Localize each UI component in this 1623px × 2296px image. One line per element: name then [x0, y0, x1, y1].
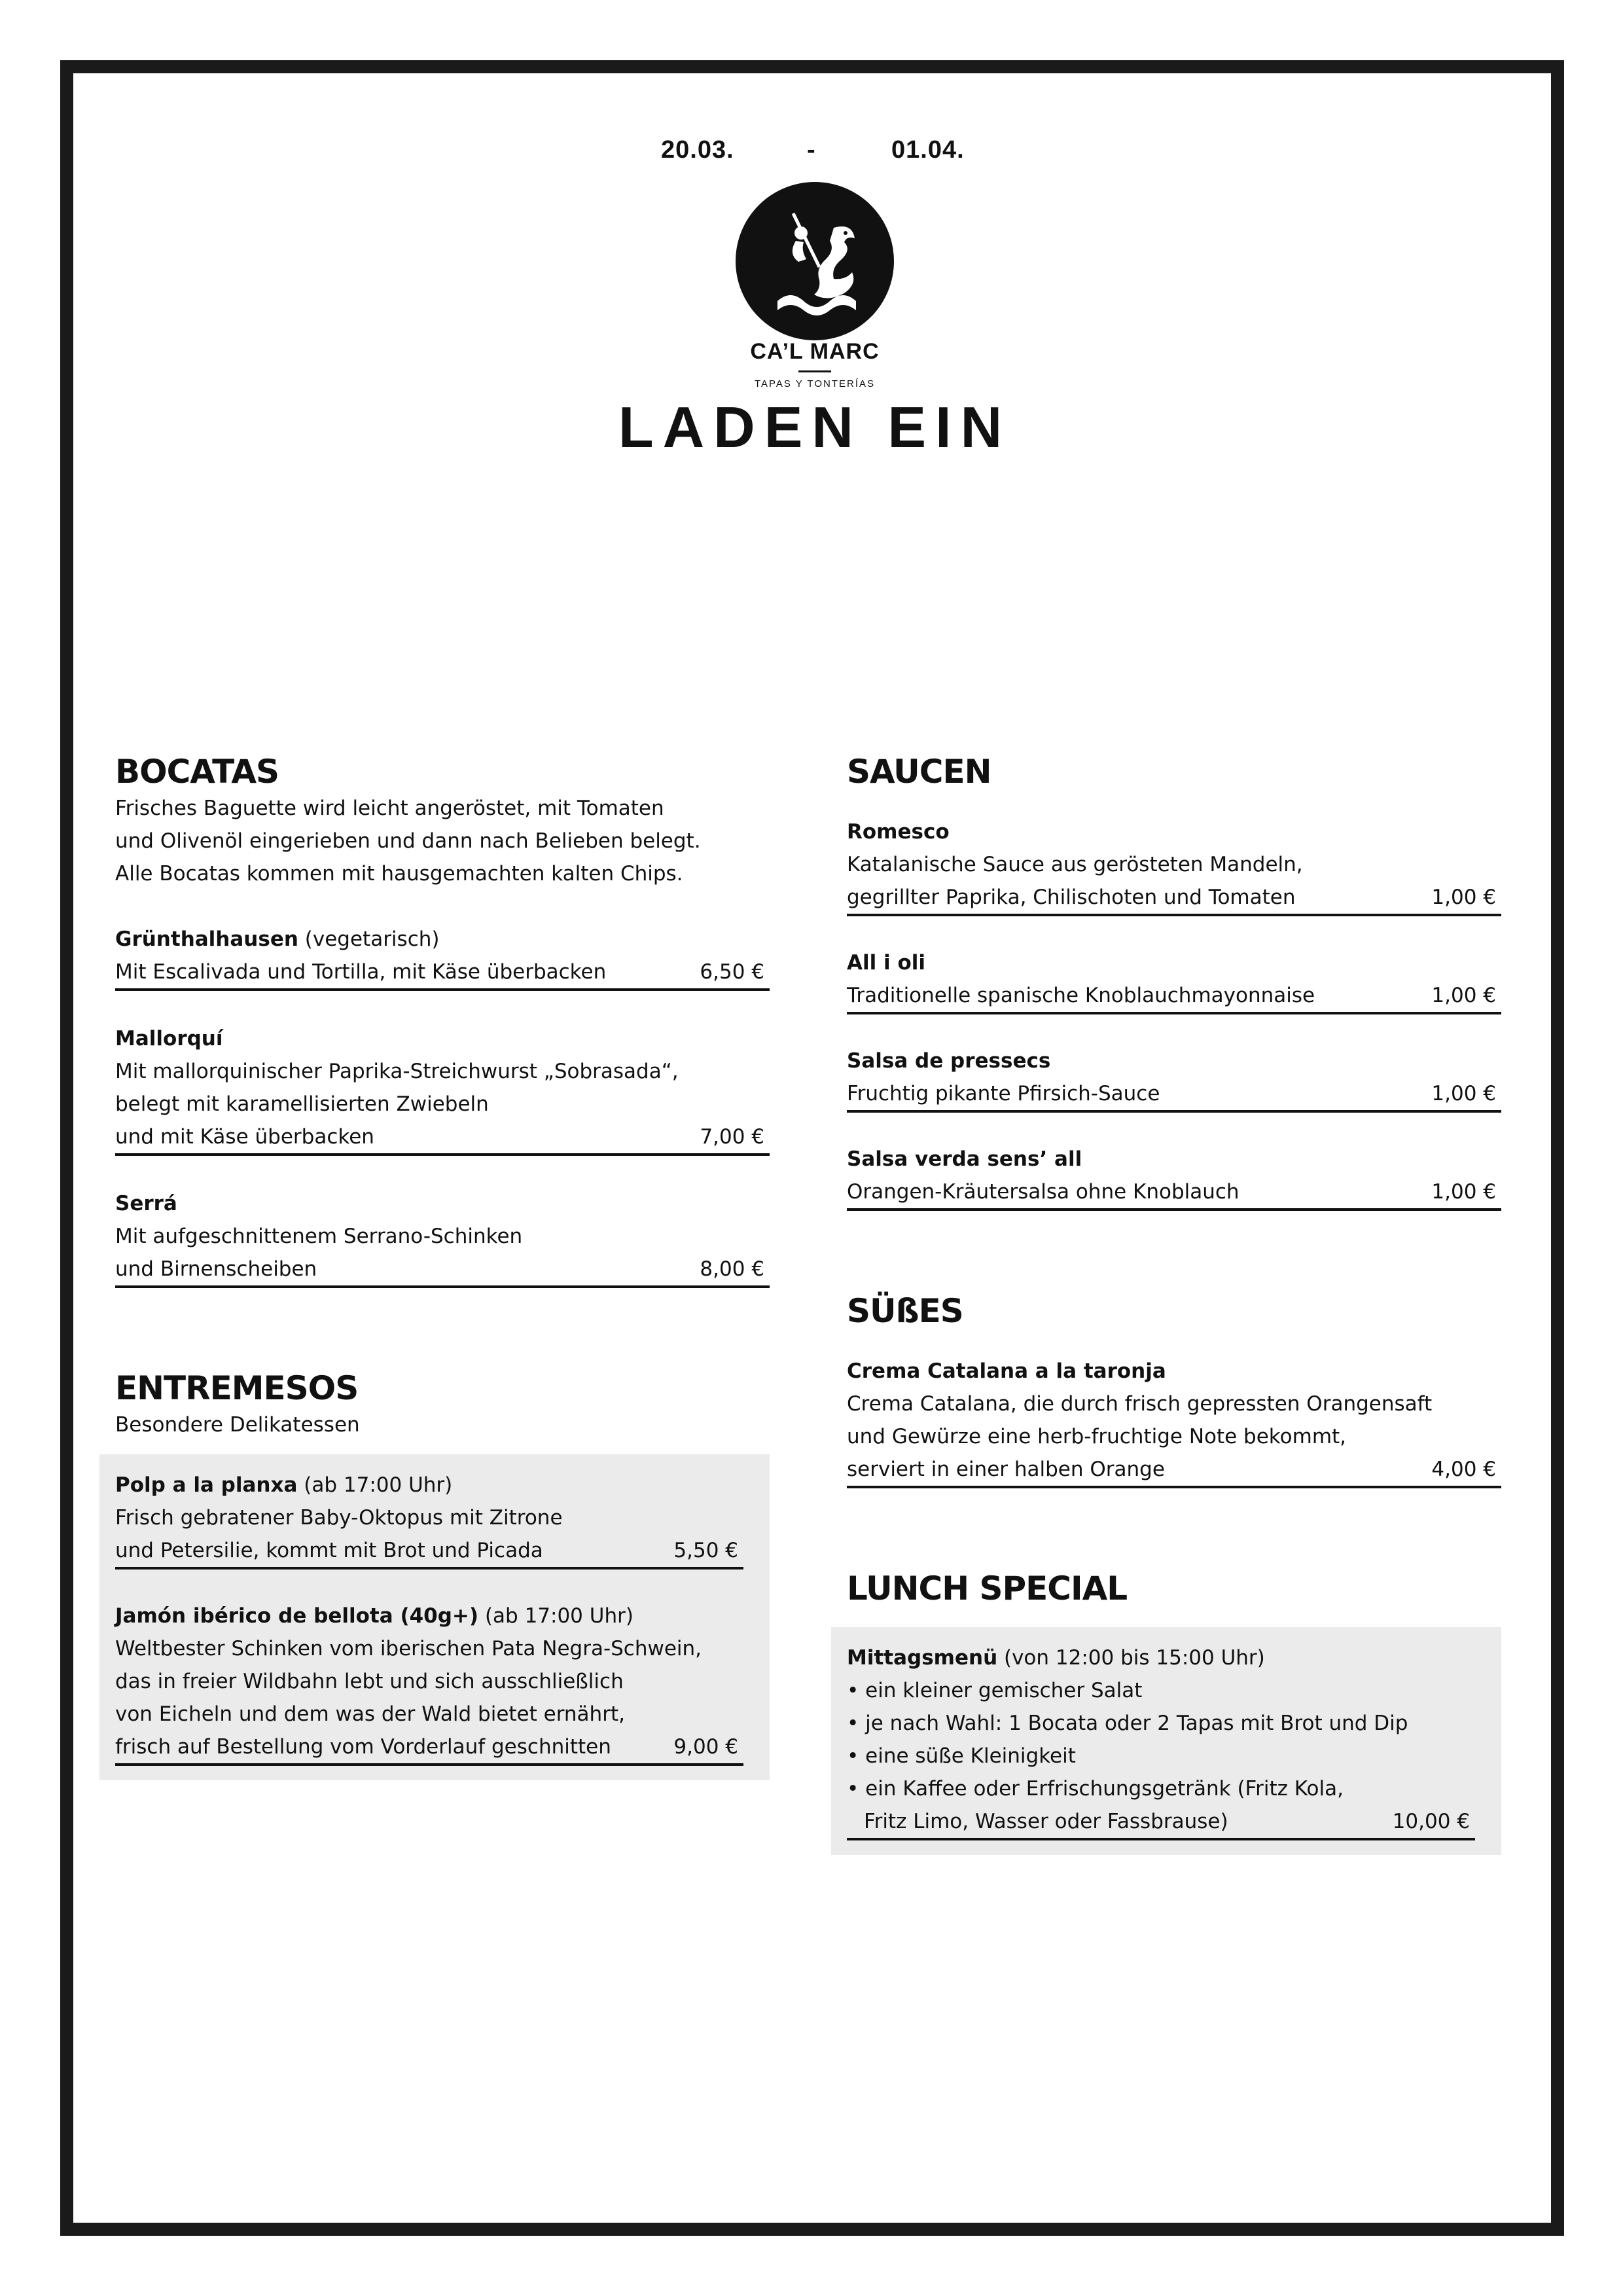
menu-item-serra	[115, 1187, 770, 1288]
lunch-bullet: • eine süße Kleinigkeit	[847, 1740, 1475, 1772]
menu-item-romesco	[847, 816, 1501, 916]
item-description: Mit aufgeschnittenem Serrano-Schinken	[115, 1225, 523, 1248]
rider-on-sea-serpent-logo	[736, 182, 894, 340]
item-description: serviert in einer halben Orange	[847, 1458, 1165, 1481]
item-price-row	[847, 1805, 1475, 1840]
item-description: Crema Catalana, die durch frisch gepressten Orangensaft	[847, 1392, 1433, 1416]
item-description: Mit Escalivada und Tortilla, mit Käse überbacken	[115, 960, 607, 984]
item-description: das in freier Wildbahn lebt und sich ausschließlich	[115, 1670, 624, 1693]
brand-name: CA’L MARC	[750, 339, 880, 364]
menu-item-salsa-de-pressecs	[847, 1045, 1501, 1113]
item-description: von Eicheln und dem was der Wald bietet ernährt,	[115, 1702, 625, 1726]
lunch-bullet: • je nach Wahl: 1 Bocata oder 2 Tapas mit Brot und Dip	[847, 1707, 1475, 1740]
item-name: Salsa verda sens’ all	[847, 1147, 1082, 1171]
section-title-saucen: SAUCEN	[847, 753, 991, 791]
item-price-row	[115, 1534, 743, 1570]
right-column	[847, 751, 1501, 1855]
lunch-bullet: • ein Kaffee oder Erfrischungsgetränk (Fritz Kola,	[847, 1772, 1475, 1805]
date-separator: -	[807, 136, 816, 164]
menu-item-mallorqui	[115, 1022, 770, 1156]
item-price-row	[847, 1453, 1501, 1488]
section-title-lunch-special: LUNCH SPECIAL	[847, 1570, 1128, 1607]
item-price-row	[115, 1121, 770, 1156]
menu-item-jamon-iberico	[115, 1600, 743, 1766]
item-note: (vegetarisch)	[298, 927, 440, 951]
item-price: 1,00 €	[1431, 984, 1496, 1007]
item-description: Orangen-Kräutersalsa ohne Knoblauch	[847, 1180, 1240, 1204]
item-price-row	[847, 881, 1501, 916]
section-title-bocatas: BOCATAS	[115, 753, 279, 791]
item-name: Polp a la planxa	[115, 1473, 298, 1497]
item-price: 7,00 €	[700, 1125, 764, 1149]
bocatas-intro-line: Alle Bocatas kommen mit hausgemachten kalten Chips.	[115, 862, 683, 886]
item-description: Mit mallorquinischer Paprika-Streichwurst „Sobrasada“,	[115, 1060, 679, 1083]
item-name: All i oli	[847, 951, 926, 975]
entremesos-subtitle: Besondere Delikatessen	[115, 1413, 360, 1437]
item-price: 4,00 €	[1431, 1458, 1496, 1481]
item-note: (ab 17:00 Uhr)	[297, 1473, 453, 1497]
menu-item-crema-catalana	[847, 1355, 1501, 1488]
item-description: Traditionelle spanische Knoblauchmayonnaise	[847, 984, 1315, 1007]
item-description: und Birnenscheiben	[115, 1257, 317, 1281]
item-name: Grünthalhausen	[115, 927, 298, 951]
menu-item-all-i-oli	[847, 946, 1501, 1014]
item-description: Fritz Limo, Wasser oder Fassbrause)	[864, 1810, 1228, 1833]
item-price-row	[115, 956, 770, 991]
item-description: gegrillter Paprika, Chilischoten und Tomaten	[847, 886, 1296, 909]
item-note: (von 12:00 bis 15:00 Uhr)	[997, 1646, 1265, 1670]
item-description: und Gewürze eine herb-fruchtige Note bekommt,	[847, 1425, 1347, 1448]
item-price: 6,50 €	[700, 960, 764, 984]
item-name: Romesco	[847, 820, 950, 844]
item-price: 9,00 €	[673, 1735, 738, 1759]
item-description: frisch auf Bestellung vom Vorderlauf geschnitten	[115, 1735, 611, 1759]
brand-tagline: TAPAS Y TONTERÍAS	[754, 378, 876, 389]
item-price-row	[115, 1253, 770, 1288]
item-price-row	[115, 1731, 743, 1766]
item-description: belegt mit karamellisierten Zwiebeln	[115, 1092, 489, 1116]
item-price-row	[847, 1175, 1501, 1211]
item-price: 1,00 €	[1431, 1082, 1496, 1105]
section-title-entremesos: ENTREMESOS	[115, 1369, 359, 1407]
lunch-special-box	[831, 1627, 1501, 1855]
bocatas-intro-line: und Olivenöl eingerieben und dann nach Belieben belegt.	[115, 829, 701, 853]
item-description: Weltbester Schinken vom iberischen Pata Negra-Schwein,	[115, 1637, 702, 1660]
date-from: 20.03.	[661, 136, 734, 164]
menu-item-polp-a-la-planxa	[115, 1469, 743, 1570]
item-price-row	[847, 979, 1501, 1014]
item-description: Frisch gebratener Baby-Oktopus mit Zitrone	[115, 1506, 563, 1530]
item-name: Mallorquí	[115, 1027, 223, 1050]
item-price: 5,50 €	[673, 1539, 738, 1562]
entremesos-highlight-box	[99, 1454, 770, 1780]
left-column	[115, 751, 770, 1780]
item-description: Fruchtig pikante Pfirsich-Sauce	[847, 1082, 1160, 1105]
item-price: 1,00 €	[1431, 886, 1496, 909]
item-name: Salsa de pressecs	[847, 1049, 1051, 1073]
item-note: (ab 17:00 Uhr)	[478, 1604, 633, 1628]
lunch-bullet: • ein kleiner gemischer Salat	[847, 1674, 1475, 1707]
menu-item-mittagsmenu	[847, 1641, 1475, 1840]
item-price: 10,00 €	[1392, 1810, 1470, 1833]
item-name: Mittagsmenü	[847, 1646, 998, 1670]
item-name: Crema Catalana a la taronja	[847, 1359, 1166, 1383]
item-description: Katalanische Sauce aus gerösteten Mandeln,	[847, 853, 1303, 876]
menu-item-salsa-verda	[847, 1143, 1501, 1211]
brand-divider	[798, 370, 831, 372]
headline: LADEN EIN	[618, 395, 1012, 459]
item-description: und mit Käse überbacken	[115, 1125, 374, 1149]
section-title-suesses: SÜßES	[847, 1292, 963, 1330]
bocatas-intro-line: Frisches Baguette wird leicht angeröstet, mit Tomaten	[115, 797, 664, 820]
item-price-row	[847, 1077, 1501, 1113]
item-price: 8,00 €	[700, 1257, 764, 1281]
date-range	[0, 136, 1623, 169]
item-price: 1,00 €	[1431, 1180, 1496, 1204]
item-name: Serrá	[115, 1192, 177, 1215]
menu-item-gruenthalhausen	[115, 923, 770, 991]
item-description: und Petersilie, kommt mit Brot und Picada	[115, 1539, 543, 1562]
item-name: Jamón ibérico de bellota (40g+)	[115, 1604, 479, 1628]
date-to: 01.04.	[891, 136, 965, 164]
